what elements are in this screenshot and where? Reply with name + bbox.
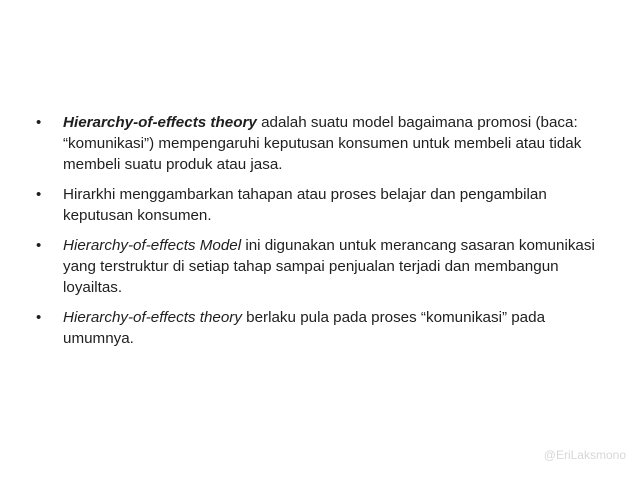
bullet-item-communication bbox=[36, 307, 611, 349]
bullet-list bbox=[36, 112, 611, 358]
bullet-text: adalah suatu model bagaimana promosi (baca: “komunikasi”) mempengaruhi keputusan konsumen untuk membeli atau tidak membeli suatu produk atau jasa. bbox=[63, 114, 582, 173]
bullet-term: Hierarchy-of-effects Model bbox=[63, 237, 242, 254]
bullet-marker: • bbox=[36, 237, 42, 254]
bullet-marker: • bbox=[36, 114, 42, 131]
bullet-item-definition bbox=[36, 112, 611, 175]
bullet-term: Hierarchy-of-effects theory bbox=[63, 309, 242, 326]
bullet-text: Hirarkhi menggambarkan tahapan atau proses belajar dan pengambilan keputusan konsumen. bbox=[63, 186, 547, 224]
bullet-term: Hierarchy-of-effects theory bbox=[63, 114, 257, 131]
bullet-item-hierarchy bbox=[36, 184, 611, 226]
bullet-text: ini digunakan untuk merancang sasaran komunikasi yang terstruktur di setiap tahap sampai penjualan terjadi dan membangun loyailtas. bbox=[63, 237, 595, 296]
bullet-marker: • bbox=[36, 186, 42, 203]
bullet-marker: • bbox=[36, 309, 42, 326]
watermark: @EriLaksmono bbox=[543, 448, 626, 462]
bullet-text: berlaku pula pada proses “komunikasi” pada umumnya. bbox=[63, 309, 546, 347]
bullet-item-model bbox=[36, 235, 611, 298]
